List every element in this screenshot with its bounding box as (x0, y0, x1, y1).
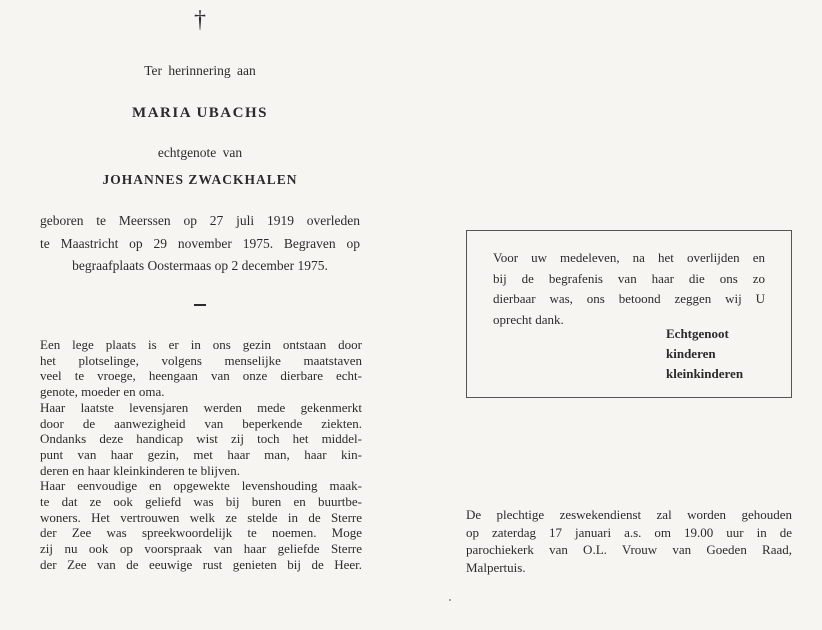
memorial-line: Ondanks deze handicap wist zij toch het middel- (40, 431, 362, 447)
memorial-line: punt van haar gezin, met haar man, haar kin- (40, 446, 362, 462)
thanks-box (466, 230, 792, 398)
service-line: op zaterdag 17 januari a.s. om 19.00 uur in de (466, 524, 792, 540)
thanks-line: dierbaar was, ons betoond zeggen wij U (493, 291, 765, 306)
memorial-line: door de aanwezigheid van beperkende ziekten. (40, 415, 362, 431)
memorial-line: der Zee van de eeuwige rust genieten bij de Heer. (40, 556, 362, 572)
memorial-line: het plotselinge, volgens menselijke maatstaven (40, 352, 362, 368)
cross-icon: † (194, 7, 206, 33)
thanks-line: bij de begrafenis van haar die ons zo (493, 270, 765, 286)
service-line: De plechtige zeswekendienst zal worden gehouden (466, 507, 792, 522)
memorial-line: te dat ze ook geliefd was bij buren en buurtbe- (40, 494, 362, 510)
memorial-line: der Zee was spreekwoordelijk te noemen. Moge (40, 525, 362, 541)
signature-line: kleinkinderen (666, 366, 744, 381)
dates-line: te Maastricht op 29 november 1975. Begraven op (40, 235, 360, 251)
spouse-of-text: echtgenote van (157, 145, 243, 160)
memorial-line: Een lege plaats is er in ons gezin ontstaan door (40, 337, 362, 352)
thanks-line: Voor uw medeleven, na het overlijden en (493, 250, 765, 265)
service-line: parochiekerk van O.L. Vrouw van Goeden Raad, (466, 542, 792, 557)
spouse-name: JOHANNES ZWACKHALEN (102, 172, 298, 187)
dates-line: geboren te Meerssen op 27 juli 1919 overleden (40, 213, 360, 228)
thanks-line: oprecht dank. (493, 311, 564, 327)
memorial-text (40, 337, 362, 573)
memorial-line: genote, moeder en oma. (40, 384, 165, 400)
memorial-line: Haar laatste levensjaren werden mede gekenmerkt (40, 399, 362, 415)
thanks-text (493, 248, 765, 330)
dates-paragraph (40, 210, 360, 278)
service-announcement (466, 506, 792, 576)
memorial-line: veel te vroege, heengaan van onze dierbare echt- (40, 368, 362, 384)
print-speck (449, 599, 451, 601)
memorial-line: zij nu ook op voorspraak van haar geliefde Sterre (40, 541, 362, 557)
memorial-line: deren en haar kleinkinderen te blijven. (40, 462, 240, 478)
intro-text: Ter herinnering aan (144, 63, 256, 78)
signature (666, 324, 743, 384)
memorial-line: Haar eenvoudige en opgewekte levenshouding maak- (40, 478, 362, 494)
separator-dash (194, 304, 206, 306)
signature-line: Echtgenoot (666, 326, 729, 341)
deceased-name: MARIA UBACHS (132, 105, 268, 121)
dates-line: begraafplaats Oostermaas op 2 december 1975. (72, 258, 328, 273)
signature-line: kinderen (666, 346, 716, 361)
memorial-line: woners. Het vertrouwen welk ze stelde in de Sterre (40, 509, 362, 525)
service-line: Malpertuis. (466, 559, 526, 575)
